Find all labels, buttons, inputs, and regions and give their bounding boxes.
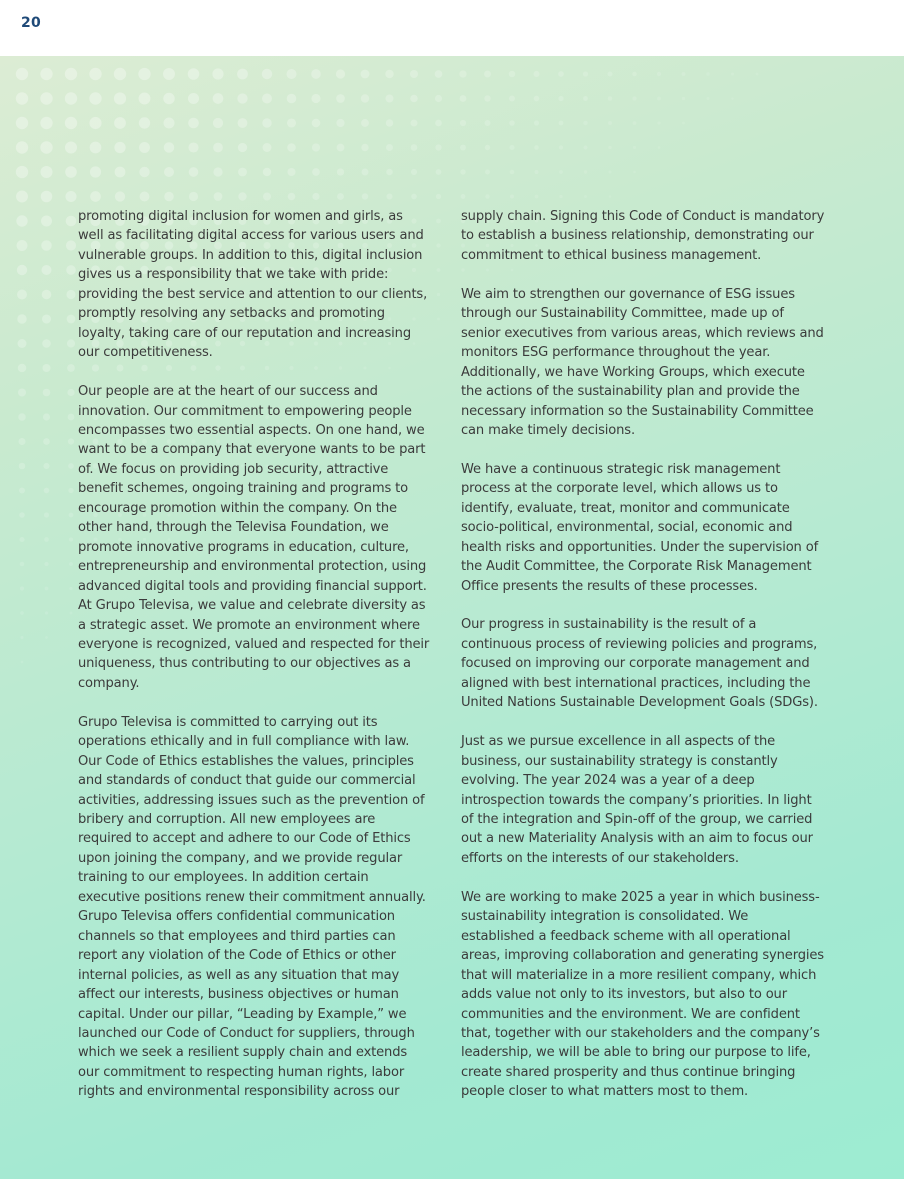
background-dot — [19, 537, 24, 542]
background-dot — [214, 192, 223, 201]
background-dot — [238, 192, 246, 200]
background-dot — [731, 72, 734, 75]
background-dot — [188, 68, 200, 80]
background-dot — [115, 191, 125, 201]
background-dot — [437, 293, 440, 296]
page-header — [0, 0, 904, 56]
background-dot — [16, 92, 28, 104]
background-dot — [484, 71, 491, 78]
background-dot — [164, 142, 175, 153]
background-dot — [435, 70, 443, 78]
background-dot — [584, 146, 588, 150]
background-dot — [164, 118, 175, 129]
background-dot — [65, 191, 76, 202]
background-dot — [45, 587, 49, 591]
background-dot — [40, 141, 52, 153]
background-dot — [361, 119, 369, 127]
background-dot — [287, 168, 295, 176]
background-dot — [45, 611, 48, 614]
background-dot — [188, 93, 199, 104]
background-dot — [583, 71, 588, 76]
background-dot — [312, 193, 319, 200]
background-dot — [632, 96, 636, 100]
background-dot — [485, 170, 490, 175]
background-dot — [485, 120, 491, 126]
background-dot — [139, 93, 151, 105]
background-dot — [559, 121, 564, 126]
background-dot — [213, 143, 223, 153]
background-dot — [682, 122, 685, 125]
background-dot — [410, 70, 418, 78]
background-dot — [70, 612, 73, 615]
background-dot — [485, 145, 490, 150]
background-dot — [238, 118, 248, 128]
background-dot — [534, 145, 539, 150]
background-dot — [559, 195, 562, 198]
background-dot — [212, 68, 223, 79]
background-dot — [163, 68, 175, 80]
background-dot — [20, 562, 25, 567]
background-dot — [69, 537, 73, 541]
background-dot — [19, 487, 25, 493]
background-dot — [460, 169, 465, 174]
background-dot — [609, 195, 612, 198]
background-dot — [435, 120, 442, 127]
paragraph-code-of-ethics: Grupo Televisa is committed to carrying out its operations ethically and in full compliance with law. Our Code of Ethics establishes the values, principles and standards of conduct that guide our commercial activities, addressing issues such as the prevention of bribery and corruption. All new employees are required to accept and adhere to our Code of Ethics upon joining the company, and we provide regular training to our employees. In addition certain executive positions renew their commitment annually. Grupo Televisa offers confidential communication channels so that employees and third parties can report any violation of the Code of Ethics or other internal policies, as well as any situation that may affect our interests, business objectives or human capital. Under our pillar, “Leading by Example,” we launched our Code of Conduct for suppliers, through which we seek a resilient supply chain and extends our commitment to respecting human rights, labor rights and environmental responsibility across our — [78, 714, 426, 1100]
background-dot — [362, 169, 369, 176]
background-dot — [20, 611, 24, 615]
background-dot — [213, 118, 223, 128]
background-dot — [66, 290, 75, 299]
background-dot — [69, 562, 73, 566]
background-dot — [437, 268, 441, 272]
background-dot — [706, 72, 709, 75]
paragraph-digital-inclusion: promoting digital inclusion for women and girls, as well as facilitating digital access for various users and vulnerable groups. In addition to this, digital inclusion gives us a responsibility that we take with pride: providing the best service and attention to our clients, promptly resolving any setbacks and promoting loyalty, taking care of our reputation and increasing our competitiveness. — [78, 209, 428, 361]
background-dot — [238, 168, 247, 177]
background-dot — [287, 118, 296, 127]
background-dot — [89, 117, 101, 129]
background-dot — [19, 512, 25, 518]
background-dot — [608, 121, 612, 125]
background-dot — [18, 364, 27, 373]
background-dot — [535, 195, 539, 199]
background-dot — [437, 318, 440, 321]
background-dot — [459, 70, 466, 77]
background-dot — [41, 265, 51, 275]
background-dot — [460, 120, 466, 126]
background-dot — [69, 587, 72, 590]
background-dot — [19, 463, 26, 470]
background-dot — [435, 144, 441, 150]
background-dot — [40, 68, 52, 80]
background-dot — [43, 413, 50, 420]
background-dot — [312, 143, 320, 151]
background-dot — [633, 121, 637, 125]
background-dot — [435, 95, 442, 102]
background-dot — [361, 144, 368, 151]
background-dot — [114, 92, 126, 104]
background-dot — [485, 194, 490, 199]
background-dot — [559, 145, 563, 149]
background-dot — [140, 192, 150, 202]
background-dot — [756, 73, 759, 76]
paragraph-sustainability-progress: Our progress in sustainability is the result of a continuous process of reviewing policies and programs, focused on improving our corporate management and aligned with best international practices, including the United Nations Sustainable Development Goals (SDGs). — [461, 617, 818, 711]
background-dot — [608, 146, 612, 150]
paragraph-risk-management: We have a continuous strategic risk management process at the corporate level, which allows us to identify, evaluate, treat, monitor and communicate socio-political, environmental, social, economic and health risks and opportunities. Under the supervision of the Audit Committee, the Corporate Risk Management Office presents the results of these processes. — [461, 461, 819, 594]
background-dot — [658, 146, 661, 149]
background-dot — [43, 389, 51, 397]
background-dot — [262, 69, 272, 79]
background-dot — [386, 95, 394, 103]
background-dot — [65, 117, 77, 129]
background-dot — [68, 488, 73, 493]
background-dot — [386, 193, 392, 199]
background-dot — [288, 193, 296, 201]
background-dot — [69, 513, 74, 518]
background-dot — [707, 97, 710, 100]
background-dot — [386, 169, 393, 176]
background-dot — [41, 240, 52, 251]
background-dot — [89, 68, 101, 80]
left-text-column — [78, 207, 430, 1121]
background-dot — [139, 142, 150, 153]
background-dot — [336, 69, 345, 78]
background-dot — [139, 117, 150, 128]
background-dot — [42, 364, 50, 372]
background-dot — [311, 69, 321, 79]
background-dot — [213, 93, 224, 104]
background-dot — [361, 70, 370, 79]
background-dot — [386, 119, 394, 127]
background-dot — [608, 170, 611, 173]
background-dot — [286, 69, 296, 79]
background-dot — [67, 364, 75, 372]
background-dot — [534, 120, 539, 125]
background-dot — [16, 141, 28, 153]
background-dot — [262, 118, 271, 127]
background-dot — [410, 119, 417, 126]
background-dot — [633, 171, 636, 174]
paragraph-esg-governance: We aim to strengthen our governance of ESG issues through our Sustainability Committee, made up of senior executives from various areas, which reviews and monitors ESG performance throughout the year. Additionally, we have Working Groups, which execute the actions of the sustainability plan and provide the necessary information so the Sustainability Committee can make timely decisions. — [461, 286, 824, 438]
background-dot — [114, 117, 126, 129]
background-dot — [608, 96, 613, 101]
background-dot — [336, 119, 344, 127]
background-dot — [386, 144, 393, 151]
background-dot — [68, 438, 74, 444]
background-dot — [436, 169, 442, 175]
background-dot — [18, 413, 26, 421]
background-dot — [583, 121, 587, 125]
background-dot — [509, 120, 515, 126]
background-dot — [509, 71, 516, 78]
background-dot — [41, 216, 52, 227]
background-dot — [68, 463, 74, 469]
paragraph-materiality-analysis: Just as we pursue excellence in all aspects of the business, our sustainability strategy is constantly evolving. The year 2024 was a year of a deep introspection towards the company’s priorities. In light of the integration and Spin-off of the group, we carried out a new Materiality Analysis with an aim to focus our efforts on the interests of our stakeholders. — [461, 734, 813, 866]
background-dot — [40, 92, 52, 104]
background-dot — [657, 72, 661, 76]
paragraph-supply-chain: supply chain. Signing this Code of Conduct is mandatory to establish a business relationship, demonstrating our commitment to ethical business management. — [461, 209, 825, 263]
background-dot — [731, 97, 734, 100]
background-dot — [436, 243, 440, 247]
background-dot — [164, 192, 174, 202]
background-dot — [509, 145, 514, 150]
background-dot — [16, 166, 28, 178]
background-dot — [238, 143, 247, 152]
background-dot — [65, 92, 77, 104]
background-dot — [460, 95, 467, 102]
background-dot — [17, 240, 28, 251]
background-dot — [337, 144, 345, 152]
background-dot — [17, 314, 26, 323]
background-dot — [89, 92, 101, 104]
background-dot — [189, 192, 198, 201]
background-dot — [533, 71, 539, 77]
background-dot — [65, 68, 77, 80]
background-dot — [66, 216, 77, 227]
background-dot — [287, 143, 296, 152]
background-dot — [17, 290, 27, 300]
background-dot — [43, 438, 50, 445]
background-dot — [44, 488, 50, 494]
background-dot — [66, 265, 76, 275]
right-text-column — [461, 207, 825, 1121]
background-dot — [657, 121, 660, 124]
background-dot — [411, 144, 418, 151]
background-dot — [42, 339, 51, 348]
background-dot — [188, 142, 198, 152]
background-dot — [510, 194, 514, 198]
background-dot — [484, 95, 490, 101]
background-dot — [510, 170, 515, 175]
background-dot — [90, 166, 101, 177]
background-dot — [558, 96, 563, 101]
background-dot — [263, 193, 271, 201]
background-dot — [608, 72, 613, 77]
background-dot — [16, 68, 28, 80]
background-dot — [559, 170, 563, 174]
background-dot — [410, 95, 418, 103]
background-dot — [633, 146, 636, 149]
background-dot — [18, 339, 27, 348]
background-dot — [16, 191, 28, 203]
background-dot — [584, 170, 587, 173]
background-dot — [44, 512, 49, 517]
background-dot — [17, 265, 27, 275]
background-dot — [42, 290, 52, 300]
background-dot — [115, 167, 126, 178]
background-dot — [460, 145, 466, 151]
background-dot — [114, 142, 125, 153]
background-dot — [657, 97, 661, 101]
background-dot — [188, 118, 199, 129]
background-dot — [237, 93, 247, 103]
background-dot — [65, 166, 77, 178]
background-dot — [42, 314, 51, 323]
background-dot — [558, 71, 564, 77]
background-dot — [583, 96, 588, 101]
paragraph-our-people: Our people are at the heart of our success and innovation. Our commitment to empowering people encompasses two essential aspects. On one hand, we want to be a company that everyone wants to be part of. We focus on providing job security, attractive benefit schemes, ongoing training and programs to encourage promotion within the company. On the other hand, through the Televisa Foundation, we promote innovative programs in education, culture, entrepreneurship and environmental protection, using advanced digital tools and providing financial support. At Grupo Televisa, we value and celebrate diversity as a strategic asset. We promote an environment where everyone is recognized, valued and respected for their uniqueness, thus contributing to our objectives as a company. — [78, 384, 430, 691]
background-dot — [20, 586, 24, 590]
background-dot — [16, 117, 28, 129]
background-dot — [385, 70, 393, 78]
background-dot — [509, 95, 515, 101]
paragraph-2025-integration: We are working to make 2025 a year in which business-sustainability integration is consolidated. We established a feedback scheme with all operational areas, improving collaboration and generating synergies that will materialize in a more resilient company, which adds value not only to its investors, but also to our communities and the environment. We are confident that, together with our stakeholders and the company’s leadership, we will be able to bring our purpose to life, create shared prosperity and thus continue bringing people closer to what matters most to them. — [461, 889, 824, 1100]
background-dot — [20, 636, 23, 639]
background-dot — [337, 168, 344, 175]
background-dot — [411, 194, 417, 200]
background-dot — [632, 72, 637, 77]
background-dot — [213, 167, 222, 176]
background-dot — [114, 68, 126, 80]
page-number: 20 — [21, 15, 41, 31]
background-dot — [44, 562, 48, 566]
background-dot — [263, 143, 272, 152]
background-dot — [189, 167, 199, 177]
background-dot — [67, 339, 75, 347]
background-dot — [18, 388, 26, 396]
content-area — [0, 56, 904, 1179]
background-dot — [436, 194, 441, 199]
background-dot — [237, 69, 248, 80]
background-dot — [287, 94, 297, 104]
background-dot — [138, 68, 150, 80]
background-dot — [65, 141, 77, 153]
background-dot — [461, 194, 466, 199]
background-dot — [18, 438, 25, 445]
background-dot — [90, 142, 102, 154]
background-dot — [21, 661, 24, 664]
background-dot — [337, 193, 344, 200]
background-dot — [90, 191, 101, 202]
background-dot — [682, 97, 685, 100]
background-dot — [16, 215, 27, 226]
background-dot — [45, 636, 48, 639]
background-dot — [43, 463, 49, 469]
background-dot — [139, 167, 149, 177]
background-dot — [163, 93, 174, 104]
background-dot — [411, 169, 417, 175]
background-dot — [584, 195, 587, 198]
background-dot — [362, 193, 368, 199]
background-dot — [336, 94, 345, 103]
background-dot — [312, 119, 321, 128]
background-dot — [40, 117, 52, 129]
background-dot — [67, 315, 76, 324]
background-dot — [262, 94, 272, 104]
background-dot — [44, 537, 49, 542]
background-dot — [682, 72, 686, 76]
background-dot — [534, 96, 540, 102]
background-dot — [41, 191, 53, 203]
background-dot — [311, 94, 320, 103]
background-dot — [436, 219, 441, 224]
background-dot — [263, 168, 271, 176]
background-dot — [67, 389, 74, 396]
background-dot — [312, 168, 320, 176]
background-dot — [41, 166, 53, 178]
background-dot — [66, 240, 76, 250]
background-dot — [164, 167, 174, 177]
background-dot — [361, 94, 369, 102]
background-dot — [534, 170, 538, 174]
background-dot — [68, 414, 75, 421]
